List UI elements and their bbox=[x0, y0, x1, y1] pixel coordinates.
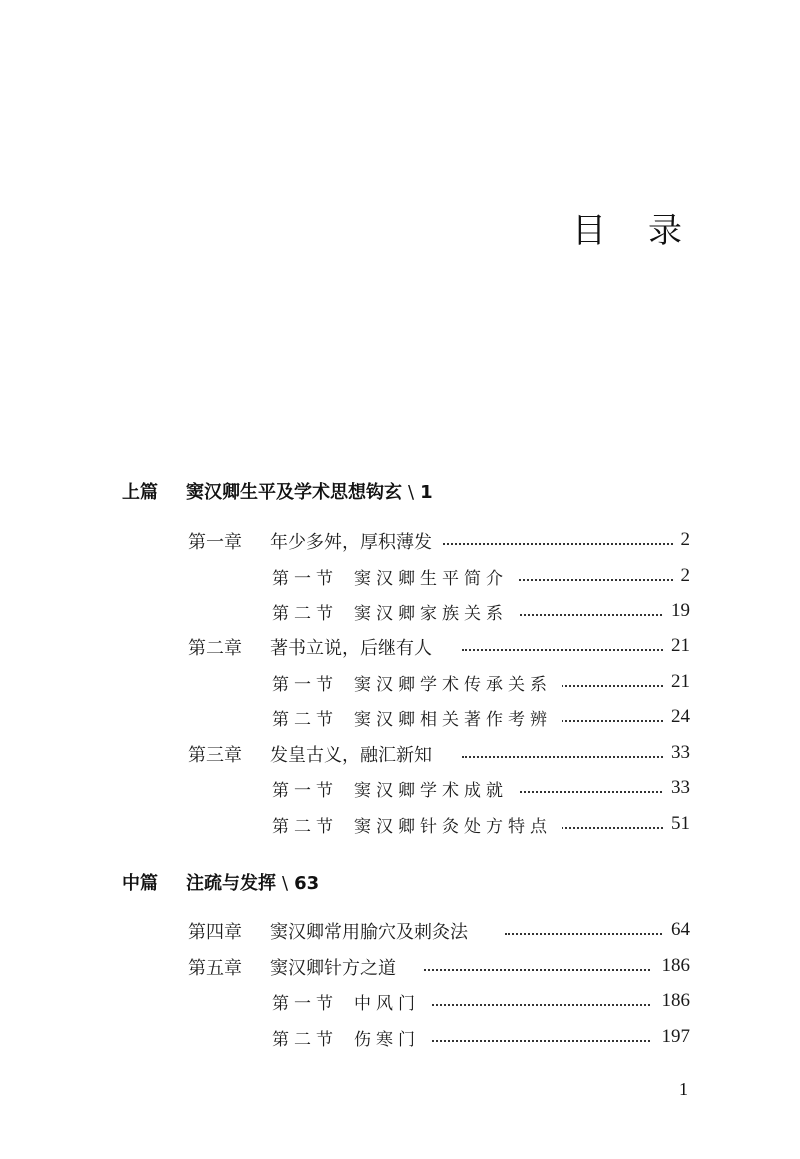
entry-page: 51 bbox=[663, 813, 690, 835]
entry-page: 21 bbox=[663, 671, 690, 693]
entry-title: 窦汉卿家族关系 bbox=[354, 599, 518, 624]
part-label: 上篇 bbox=[122, 482, 158, 503]
dot-leader bbox=[424, 969, 650, 971]
dot-leader bbox=[550, 827, 670, 829]
page-title bbox=[572, 203, 682, 252]
dot-leader bbox=[508, 791, 670, 793]
entry-title: 发皇古义，融汇新知 bbox=[270, 741, 442, 767]
entry-label: 第二节 bbox=[272, 1030, 338, 1050]
part-label: 中篇 bbox=[122, 873, 158, 894]
dot-leader bbox=[428, 1040, 650, 1042]
part-page: 63 bbox=[294, 873, 320, 894]
part-title: 窦汉卿生平及学术思想钩玄 bbox=[186, 482, 402, 503]
entry-label: 第四章 bbox=[188, 922, 242, 943]
part-title: 注疏与发挥 bbox=[186, 873, 276, 894]
page-number: 1 bbox=[679, 1079, 688, 1099]
toc-entry-chapter-5[interactable] bbox=[0, 954, 800, 978]
entry-label: 第一节 bbox=[272, 675, 338, 695]
toc-entry-chapter-4[interactable] bbox=[0, 918, 800, 942]
entry-page: 21 bbox=[663, 635, 690, 657]
toc-entry-section[interactable] bbox=[0, 1025, 800, 1049]
toc-entry-section[interactable] bbox=[0, 564, 800, 588]
toc-entry-section[interactable] bbox=[0, 812, 800, 836]
title-char-1: 目 bbox=[572, 211, 606, 251]
entry-page: 24 bbox=[663, 706, 690, 728]
dot-leader bbox=[508, 614, 670, 616]
entry-label: 第一章 bbox=[188, 532, 242, 553]
part-separator: \ bbox=[408, 482, 415, 503]
dot-leader bbox=[550, 685, 670, 687]
entry-label: 第一节 bbox=[272, 781, 338, 801]
entry-page: 64 bbox=[663, 919, 690, 941]
entry-title: 著书立说，后继有人 bbox=[270, 634, 442, 660]
entry-label: 第二章 bbox=[188, 638, 242, 659]
entry-title: 中风门 bbox=[354, 989, 430, 1014]
dot-leader bbox=[550, 720, 670, 722]
toc-entry-section[interactable] bbox=[0, 670, 800, 694]
part-page: 1 bbox=[420, 482, 433, 503]
dot-leader bbox=[462, 649, 670, 651]
toc-entry-chapter-2[interactable] bbox=[0, 634, 800, 658]
entry-title: 窦汉卿学术传承关系 bbox=[354, 670, 562, 695]
entry-title: 窦汉卿常用腧穴及刺灸法 bbox=[270, 918, 478, 944]
entry-page: 186 bbox=[654, 955, 691, 977]
dot-leader bbox=[505, 933, 670, 935]
dot-leader bbox=[508, 579, 680, 581]
entry-title: 窦汉卿生平简介 bbox=[354, 564, 518, 589]
toc-entry-section[interactable] bbox=[0, 989, 800, 1013]
dot-leader bbox=[440, 543, 680, 545]
entry-label: 第二节 bbox=[272, 817, 338, 837]
toc-entry-chapter-1[interactable] bbox=[0, 528, 800, 552]
toc-entry-section[interactable] bbox=[0, 599, 800, 623]
part-heading-upper bbox=[122, 478, 433, 504]
entry-title: 窦汉卿针灸处方特点 bbox=[354, 812, 562, 837]
part-heading-middle bbox=[122, 869, 319, 895]
entry-page: 33 bbox=[663, 777, 690, 799]
entry-label: 第一节 bbox=[272, 994, 338, 1014]
entry-page: 33 bbox=[663, 742, 690, 764]
entry-page: 2 bbox=[673, 565, 691, 587]
entry-label: 第一节 bbox=[272, 569, 338, 589]
title-char-2: 录 bbox=[648, 211, 682, 251]
entry-label: 第二节 bbox=[272, 604, 338, 624]
entry-page: 197 bbox=[654, 1026, 691, 1048]
entry-title: 年少多舛，厚积薄发 bbox=[270, 528, 442, 554]
entry-title: 窦汉卿学术成就 bbox=[354, 776, 518, 801]
toc-entry-section[interactable] bbox=[0, 776, 800, 800]
toc-entry-chapter-3[interactable] bbox=[0, 741, 800, 765]
entry-page: 2 bbox=[673, 529, 691, 551]
entry-title: 伤寒门 bbox=[354, 1025, 430, 1050]
entry-title: 窦汉卿相关著作考辨 bbox=[354, 705, 562, 730]
entry-label: 第二节 bbox=[272, 710, 338, 730]
entry-label: 第三章 bbox=[188, 745, 242, 766]
entry-title: 窦汉卿针方之道 bbox=[270, 954, 406, 980]
toc-entry-section[interactable] bbox=[0, 705, 800, 729]
part-separator: \ bbox=[282, 873, 289, 894]
dot-leader bbox=[462, 756, 670, 758]
dot-leader bbox=[428, 1004, 650, 1006]
entry-page: 186 bbox=[654, 990, 691, 1012]
entry-label: 第五章 bbox=[188, 958, 242, 979]
entry-page: 19 bbox=[663, 600, 690, 622]
